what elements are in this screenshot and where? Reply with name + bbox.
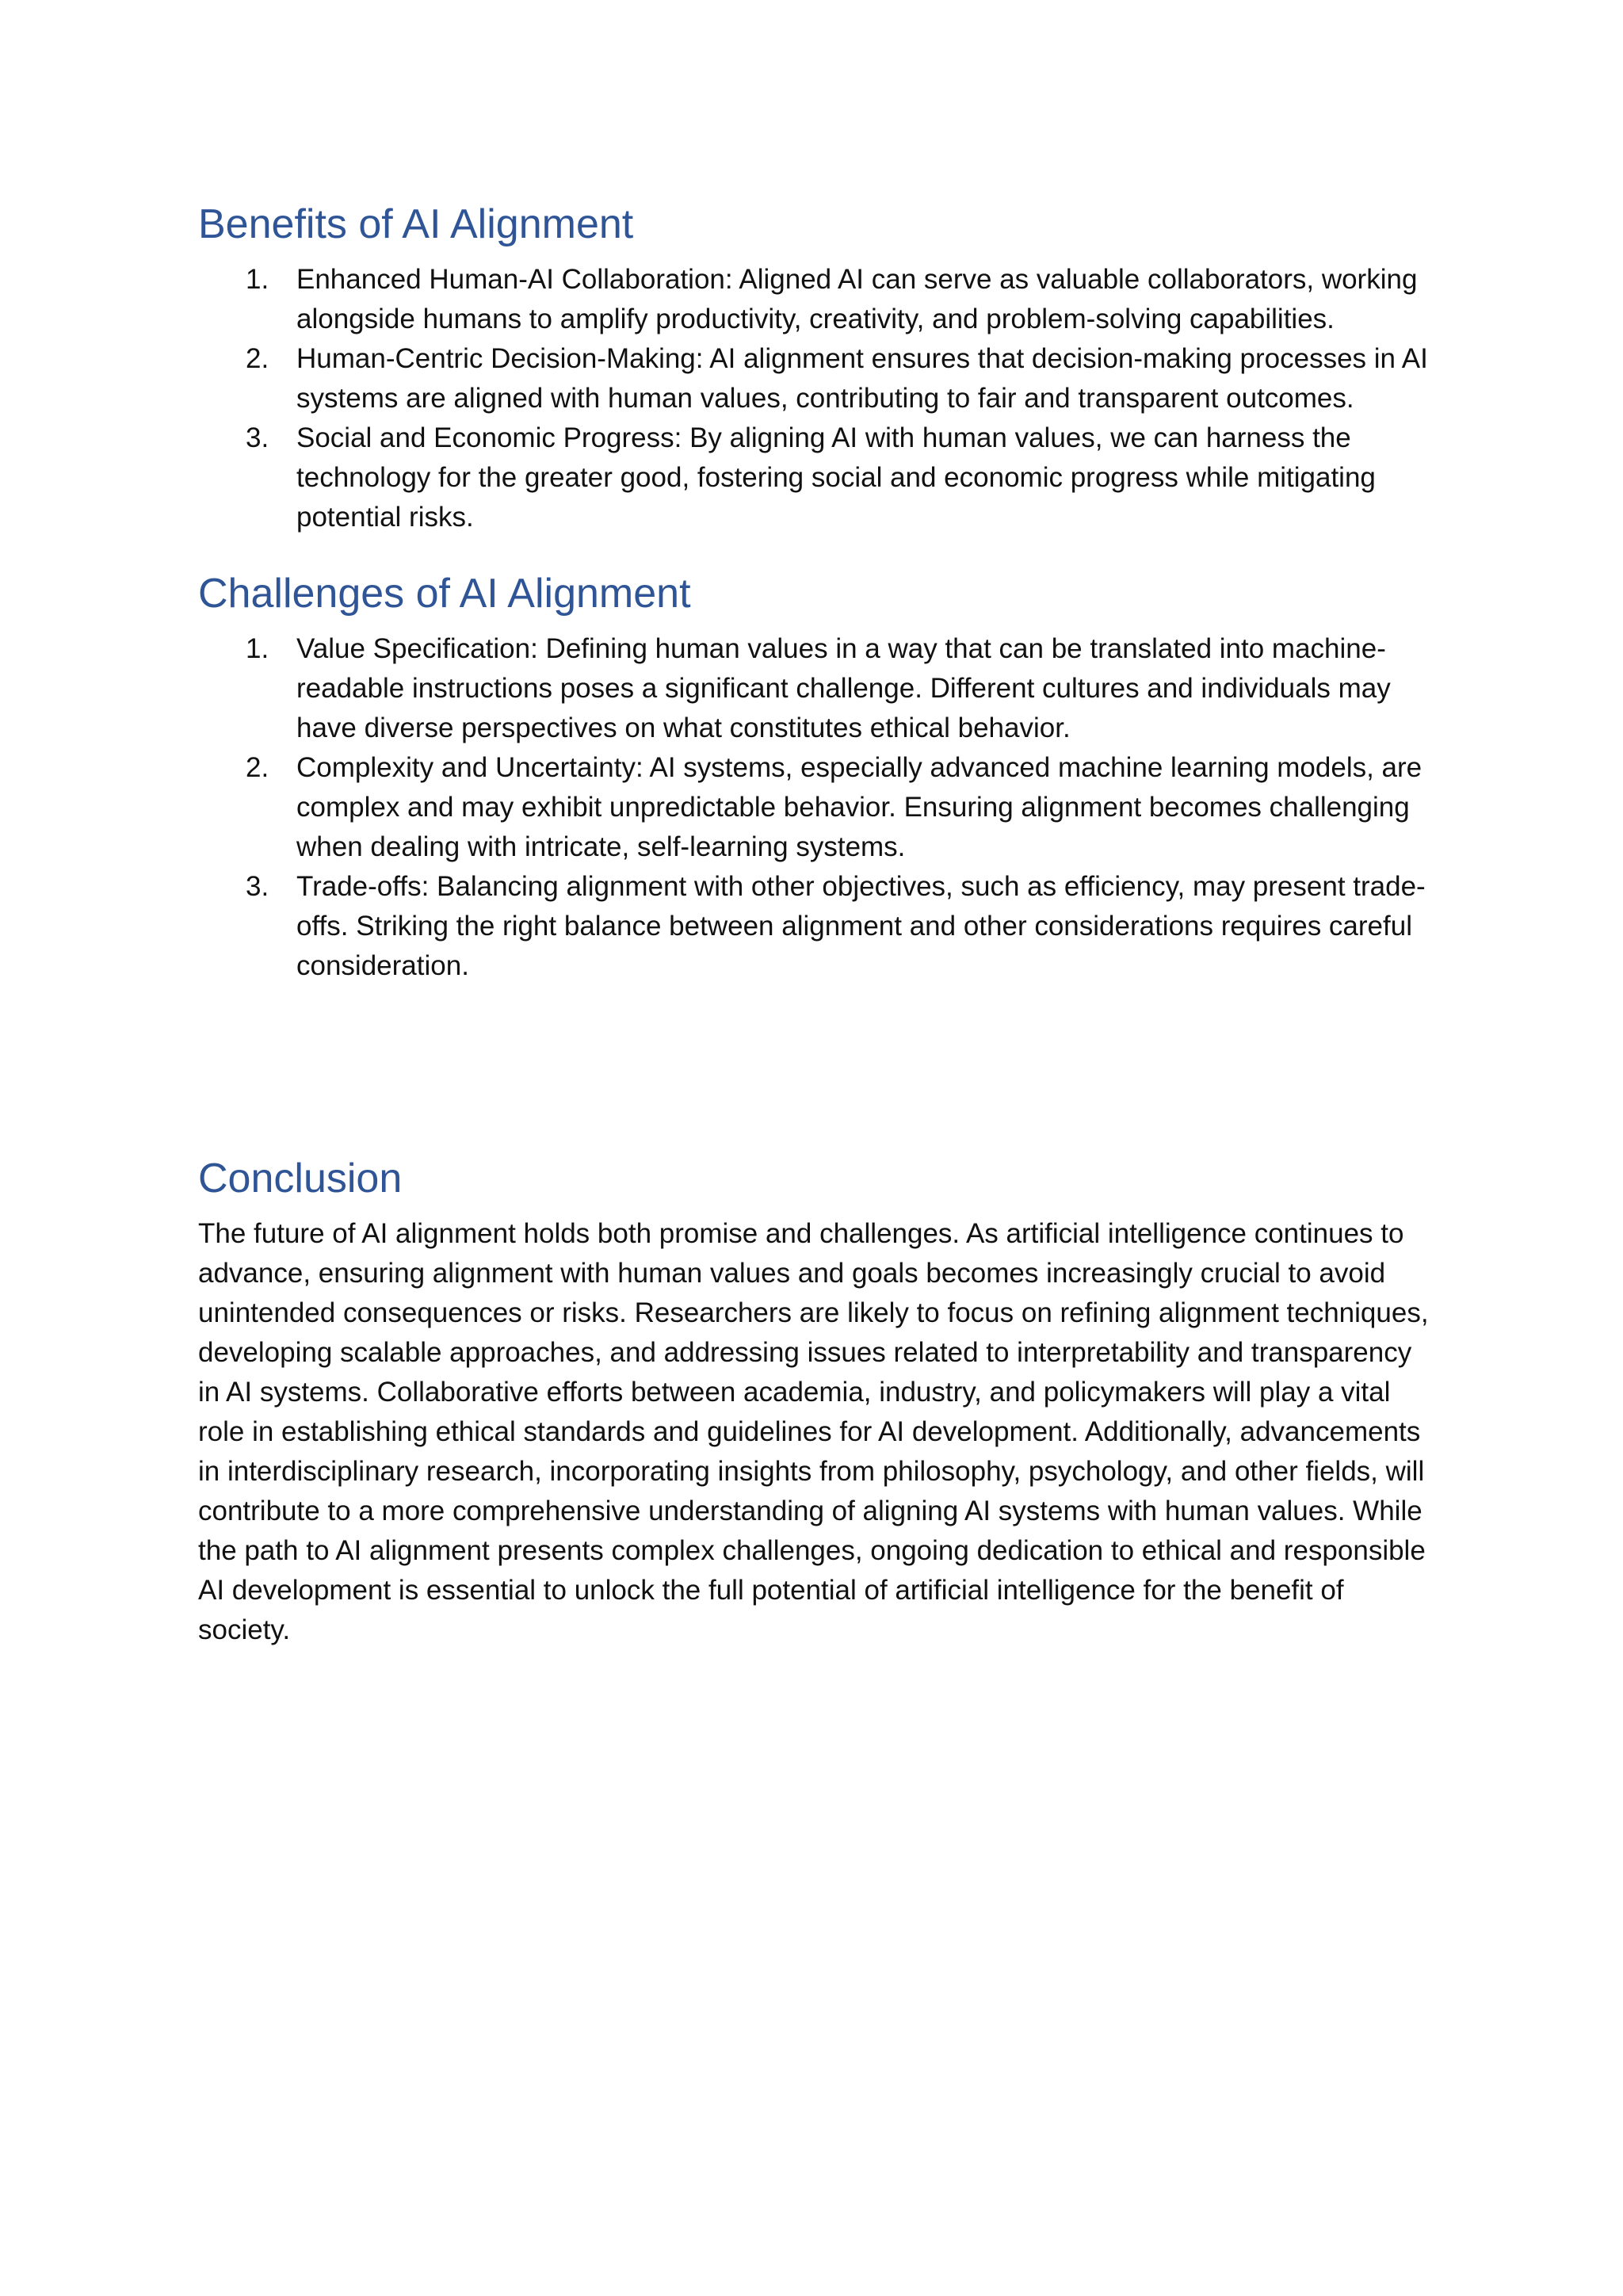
section-spacer (198, 986, 1434, 1152)
list-item (198, 629, 1434, 748)
list-item-text: Trade-offs: Balancing alignment with other objectives, such as efficiency, may present trade-offs. Striking the right balance between alignment and other considerations requires careful consideration. (296, 871, 1426, 981)
conclusion-heading: Conclusion (198, 1156, 403, 1201)
challenges-list (198, 629, 1434, 986)
benefits-list (198, 260, 1434, 537)
list-item-number: 3. (246, 871, 269, 902)
benefits-heading: Benefits of AI Alignment (198, 201, 634, 247)
list-item (198, 260, 1434, 339)
list-item-number: 1. (246, 264, 269, 295)
list-item (198, 339, 1434, 418)
challenges-heading: Challenges of AI Alignment (198, 571, 691, 617)
list-item (198, 867, 1434, 986)
list-item-number: 1. (246, 633, 269, 664)
list-item-number: 2. (246, 343, 269, 374)
list-item-number: 3. (246, 422, 269, 453)
list-item-text: Human-Centric Decision-Making: AI alignment ensures that decision-making processes in AI systems are aligned with human values, contributing to fair and transparent outcomes. (296, 343, 1428, 414)
list-item (198, 748, 1434, 867)
list-item-text: Value Specification: Defining human values in a way that can be translated into machine-readable instructions poses a significant challenge. Different cultures and individuals may have diverse perspectives on what constitutes ethical behavior. (296, 633, 1391, 743)
list-item-text: Social and Economic Progress: By aligning AI with human values, we can harness the technology for the greater good, fostering social and economic progress while mitigating potential risks. (296, 422, 1376, 533)
list-item-text: Enhanced Human-AI Collaboration: Aligned AI can serve as valuable collaborators, working alongside humans to amplify productivity, creativity, and problem-solving capabilities. (296, 264, 1418, 334)
list-item (198, 418, 1434, 537)
conclusion-paragraph: The future of AI alignment holds both promise and challenges. As artificial intelligence continues to advance, ensuring alignment with human values and goals becomes increasingly crucial to avoid unintended consequences or risks. Researchers are likely to focus on refining alignment techniques, developing scalable approaches, and addressing issues related to interpretability and transparency in AI systems. Collaborative efforts between academia, industry, and policymakers will play a vital role in establishing ethical standards and guidelines for AI development. Additionally, advancements in interdisciplinary research, incorporating insights from philosophy, psychology, and other fields, will contribute to a more comprehensive understanding of aligning AI systems with human values. While the path to AI alignment presents complex challenges, ongoing dedication to ethical and responsible AI development is essential to unlock the full potential of artificial intelligence for the benefit of society. (198, 1218, 1429, 1645)
list-item-number: 2. (246, 752, 269, 783)
section-spacer (198, 537, 1434, 567)
list-item-text: Complexity and Uncertainty: AI systems, especially advanced machine learning models, are complex and may exhibit unpredictable behavior. Ensuring alignment becomes challenging when dealing with intricate, self-learning systems. (296, 752, 1423, 862)
document-content (198, 198, 1434, 1650)
